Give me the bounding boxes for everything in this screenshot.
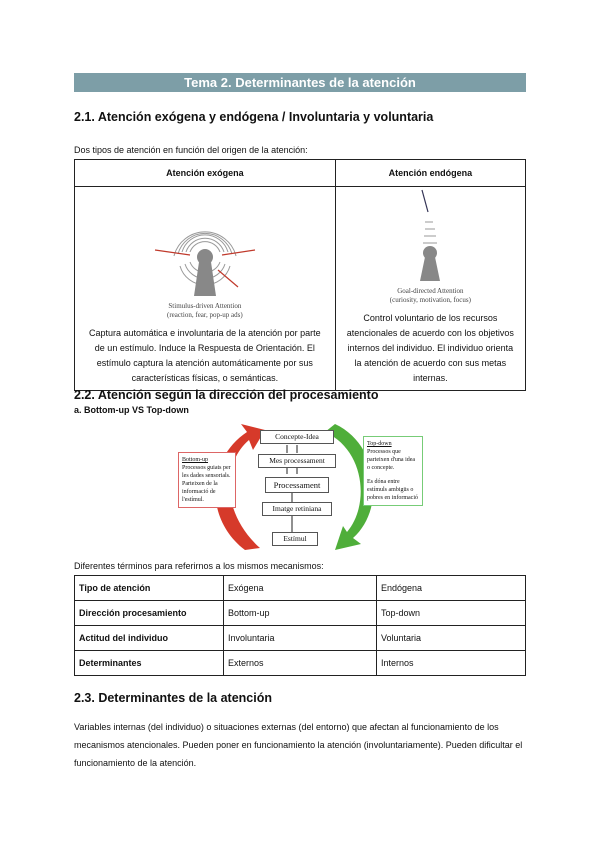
section-heading-2-2: 2.2. Atención según la dirección del procesamiento (74, 388, 379, 402)
bottom-up-title: Bottom-up (182, 457, 209, 463)
top-down-text-2: Es dóna entre estímuls ambigüs o pobres en informació (367, 479, 418, 501)
page-title: Tema 2. Determinantes de la atención (74, 73, 526, 92)
table-row (75, 651, 526, 676)
terms-table (74, 575, 526, 676)
cell: Involuntaria (224, 626, 377, 651)
cell-endogena (335, 187, 525, 391)
cell: Exógena (224, 576, 377, 601)
attention-types-table (74, 159, 526, 391)
box-processament: Processament (265, 477, 329, 493)
cell: Voluntaria (377, 626, 526, 651)
box-mes-processament: Mes processament (258, 454, 336, 468)
box-imatge-retiniana: Imatge retiniana (262, 502, 332, 516)
box-concepte-idea: Concepte-Idea (260, 430, 334, 444)
cell: Internos (377, 651, 526, 676)
header-exogena: Atención exógena (75, 160, 336, 187)
exogena-description: Captura automática e involuntaria de la atención por parte de un estímulo. Induce la Respuesta de Orientación. El estímulo captura la atención automáticamente por sus características físicas, o semánticas. (89, 328, 321, 383)
header-endogena: Atención endógena (335, 160, 525, 187)
stimulus-driven-illustration (150, 222, 260, 297)
goal-directed-illustration (400, 187, 460, 282)
determinantes-paragraph: Variables internas (del individuo) o situaciones externas (del entorno) que afectan al funcionamiento de los mecanismos atencionales. Pueden poner en funcionamiento la atención (involuntariamente). Pueden dificultar el funcionamiento de la atención. (74, 722, 523, 768)
caption-stimulus-examples: (reaction, fear, pop-up ads) (167, 311, 243, 319)
bottom-up-note (178, 452, 236, 508)
section-heading-2-1: 2.1. Atención exógena y endógena / Involuntaria y voluntaria (74, 110, 434, 124)
intro-text: Dos tipos de atención en función del origen de la atención: (74, 145, 308, 155)
row-label: Determinantes (75, 651, 224, 676)
terms-intro: Diferentes términos para referirnos a los mismos mecanismos: (74, 561, 324, 571)
cell: Endógena (377, 576, 526, 601)
top-down-note (363, 436, 423, 506)
cell: Bottom-up (224, 601, 377, 626)
cell-exogena (75, 187, 336, 391)
table-row (75, 601, 526, 626)
row-label: Tipo de atención (75, 576, 224, 601)
caption-stimulus: Stimulus-driven Attention (168, 302, 242, 310)
table-row (75, 576, 526, 601)
endogena-description: Control voluntario de los recursos atencionales de acuerdo con los objetivos internos del individuo. El individuo orienta la atención de acuerdo con sus metas internas. (346, 313, 514, 383)
cell: Top-down (377, 601, 526, 626)
caption-goal-examples: (curiosity, motivation, focus) (389, 296, 471, 304)
top-down-text-1: Processos que parteixen d'una idea o concepte. (367, 449, 416, 471)
box-estimul: Estímul (272, 532, 318, 546)
subheading-bottom-up-top-down: a. Bottom-up VS Top-down (74, 405, 189, 415)
caption-goal: Goal-directed Attention (397, 287, 464, 295)
table-row (75, 626, 526, 651)
row-label: Dirección procesamiento (75, 601, 224, 626)
top-down-title: Top-down (367, 441, 392, 447)
cell: Externos (224, 651, 377, 676)
bottom-up-text: Processos guiats per les dades sensorials. Parteixen de la informació de l'estímul. (182, 465, 231, 503)
row-label: Actitud del individuo (75, 626, 224, 651)
processing-diagram (175, 420, 425, 552)
section-heading-2-3: 2.3. Determinantes de la atención (74, 691, 272, 705)
